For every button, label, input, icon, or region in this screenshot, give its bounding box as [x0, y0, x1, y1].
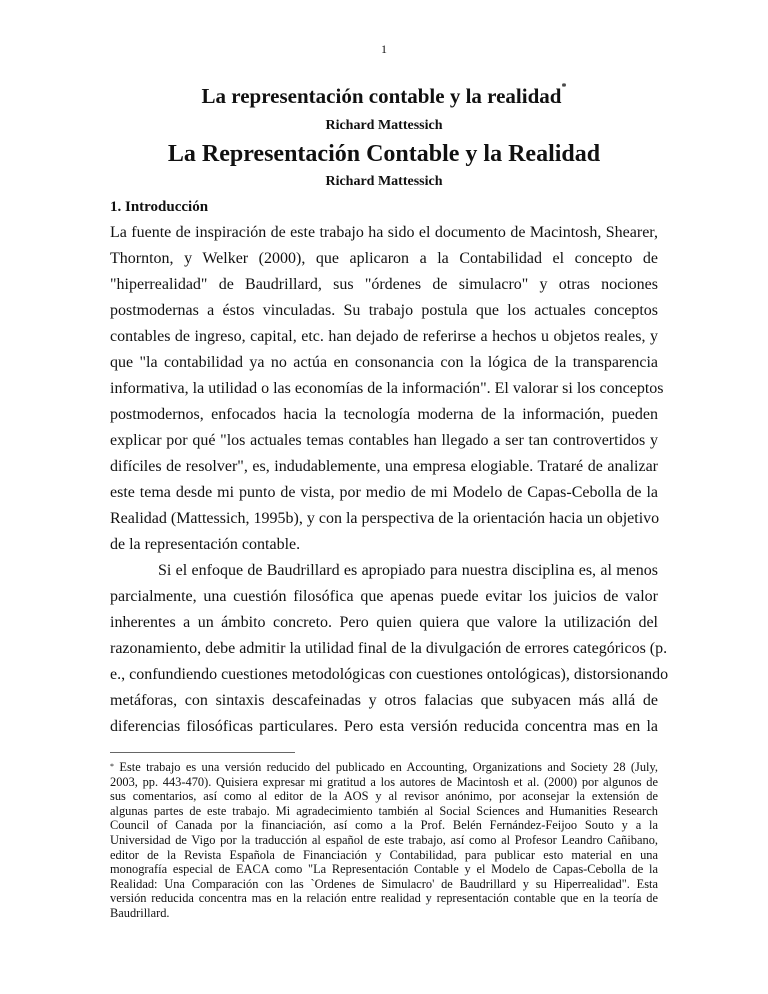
- paragraph-line: informativa, la utilidad o las economías de la información". El valorar si los conceptos: [110, 380, 664, 397]
- section-heading: 1. Introducción: [110, 199, 209, 215]
- document-title-alt: La Representación Contable y la Realidad: [167, 141, 601, 167]
- title-text: La representación contable y la realidad: [201, 84, 562, 108]
- footnote-mark: *: [110, 762, 114, 771]
- footnote: [110, 760, 658, 921]
- footnote-line: editor de la Revista Española de Financiación y Contabilidad, para publicar esto material en una: [110, 847, 658, 862]
- footnote-line: versión reducida concentra mas en la relación entre realidad y representación contable que en la teoría de: [110, 891, 658, 906]
- paragraph-line: e., confundiendo cuestiones metodológicas con cuestiones ontológicas), distorsionando: [110, 666, 669, 683]
- paragraph-line: Thornton, y Welker (2000), que aplicaron a la Contabilidad el concepto de: [110, 250, 658, 267]
- paragraph-line: metáforas, con sintaxis descafeinadas y otros falacias que subyacen más allá de: [110, 692, 658, 709]
- document-title: [0, 84, 768, 109]
- footnote-mark[interactable]: *: [561, 82, 567, 93]
- paragraph-line: difíciles de resolver", es, indudablemente, una empresa elogiable. Trataré de analizar: [110, 458, 658, 475]
- paragraph-line: contables de ingreso, capital, etc. han dejado de referirse a hechos u objetos reales, y: [110, 328, 658, 345]
- paragraph-line: Si el enfoque de Baudrillard es apropiado para nuestra disciplina es, al menos: [158, 562, 658, 579]
- paragraph-line: de la representación contable.: [110, 536, 301, 553]
- footnote-line: monografía especial de EACA como "La Representación Contable y el Modelo de Capas-Cebolla de la: [110, 862, 658, 877]
- footnote-line: sus comentarios, así como al editor de la AOS y al revisor anónimo, por aconsejar la extensión de: [110, 789, 658, 804]
- footnote-line: Universidad de Vigo por la traducción al español de este trabajo, así como al Profesor Leandro Cañibano,: [110, 832, 658, 847]
- page-number: 1: [381, 42, 387, 56]
- paragraph-line: razonamiento, debe admitir la utilidad final de la divulgación de errores categóricos (p.: [110, 640, 668, 657]
- footnote-separator: [110, 752, 295, 753]
- paragraph-line: "hiperrealidad" de Baudrillard, sus "órdenes de simulacro" y otras nociones: [110, 276, 658, 293]
- footnote-line: algunas partes de este trabajo. Mi agradecimiento también al Social Sciences and Humanities Research: [110, 803, 658, 818]
- footnote-line: Baudrillard.: [110, 905, 170, 920]
- footnote-line: Council of Canada por la financiación, así como a la Prof. Belén Fernández-Feijoo Souto y a la: [110, 818, 658, 833]
- author: Richard Mattessich: [325, 118, 443, 133]
- author-alt: Richard Mattessich: [325, 174, 443, 189]
- paragraph-line: inherentes a un ámbito concreto. Pero quien quiera que valore la utilización del: [110, 614, 658, 631]
- paragraph-line: Realidad (Mattessich, 1995b), y con la perspectiva de la orientación hacia un objetivo: [110, 510, 660, 527]
- footnote-text: Este trabajo es una versión reducido del publicado en Accounting, Organizations and Society 28 (July,: [119, 760, 658, 774]
- paragraph-line: que "la contabilidad ya no actúa en consonancia con la lógica de la transparencia: [110, 354, 658, 371]
- paragraph-line: diferencias filosóficas particulares. Pero esta versión reducida concentra mas en la: [110, 718, 658, 735]
- footnote-line: [110, 760, 658, 775]
- paragraph-line: La fuente de inspiración de este trabajo ha sido el documento de Macintosh, Shearer,: [110, 224, 658, 241]
- paragraph-line: parcialmente, una cuestión filosófica que apenas puede evitar los juicios de valor: [110, 588, 658, 605]
- paragraph-line: postmodernas a éstos vinculadas. Su trabajo postula que los actuales conceptos: [110, 302, 658, 319]
- footnote-line: Realidad: Una Comparación con las `Ordenes de Simulacro' de Baudrillard y su Hiperrealidad". Esta: [110, 876, 658, 891]
- paragraph-line: explicar por qué "los actuales temas contables han llegado a ser tan controvertidos y: [110, 432, 658, 449]
- paragraph-line: postmodernos, enfocados hacia la tecnología moderna de la información, pueden: [110, 406, 658, 423]
- body-text: [110, 220, 669, 740]
- footnote-line: 2003, pp. 443-470). Quisiera expresar mi gratitud a los autores de Macintosh et al. (2000) por algunos de: [110, 774, 658, 789]
- paragraph-line: este tema desde mi punto de vista, por medio de mi Modelo de Capas-Cebolla de la: [110, 484, 658, 501]
